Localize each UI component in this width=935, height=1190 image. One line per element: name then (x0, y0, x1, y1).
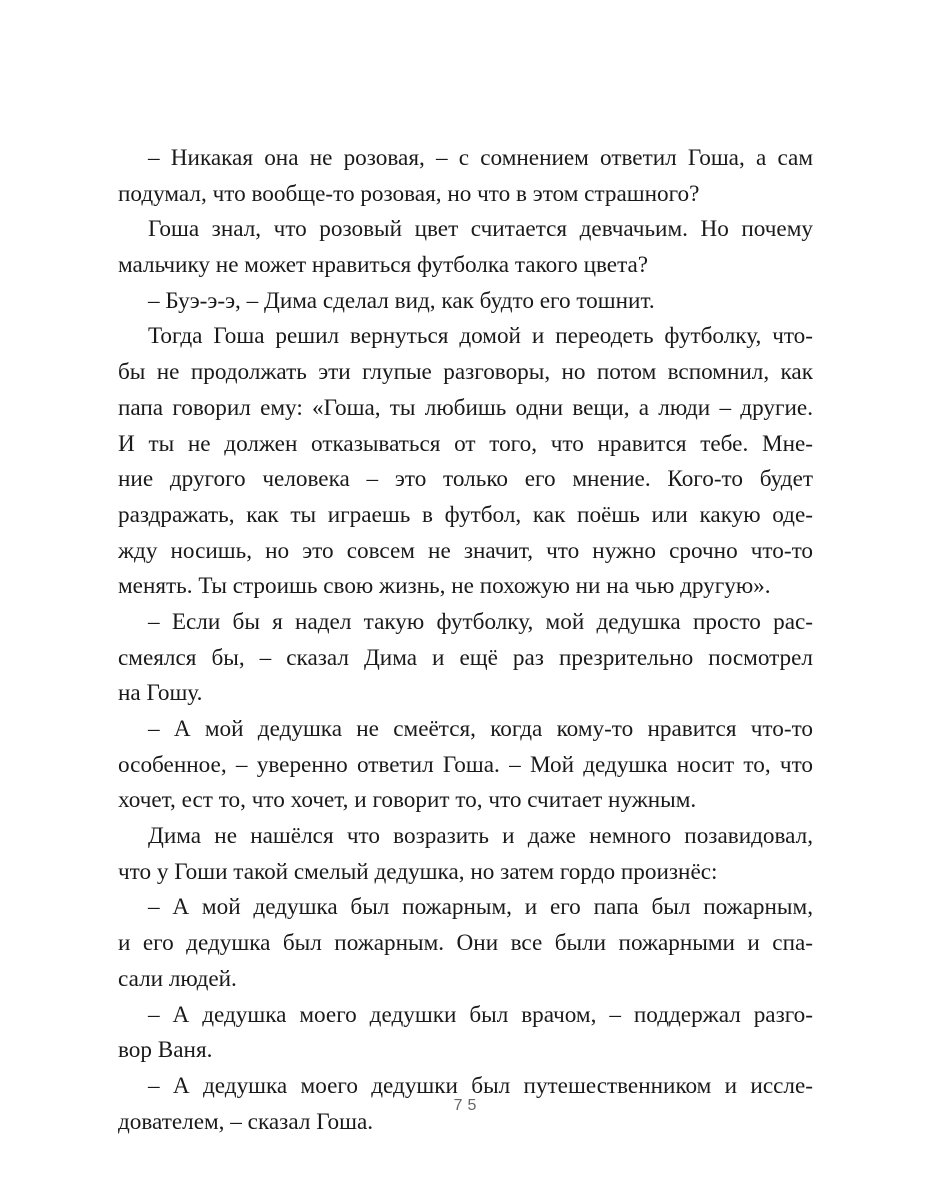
text-line: раздражать, как ты играешь в футбол, как поёшь или какую оде- (118, 501, 813, 528)
text-line: сали людей. (118, 965, 237, 992)
text-line: – Никакая она не розовая, – с сомнением ответил Гоша, а сам (148, 145, 813, 171)
text-line: ние другого человека – это только его мнение. Кого-то будет (118, 466, 813, 493)
text-line: менять. Ты строишь свою жизнь, не похожую ни на чью другую». (118, 573, 771, 600)
text-line: хочет, ест то, что хочет, и говорит то, что считает нужным. (118, 787, 697, 814)
text-line: Тогда Гоша решил вернуться домой и переодеть футболку, что- (148, 323, 813, 350)
text-line: – А мой дедушка был пожарным, и его папа был пожарным, (148, 894, 813, 921)
text-line: подумал, что вообще-то розовая, но что в этом страшного? (118, 180, 700, 207)
text-line: что у Гоши такой смелый дедушка, но затем гордо произнёс: (118, 858, 718, 885)
text-line: на Гошу. (118, 680, 203, 707)
body-text (118, 141, 813, 1140)
text-line: вор Ваня. (118, 1037, 213, 1064)
text-line: И ты не должен отказываться от того, что нравится тебе. Мне- (118, 430, 813, 457)
text-line: Дима не нашёлся что возразить и даже немного позавидовал, (148, 823, 813, 850)
text-line: – Буэ-э-э, – Дима сделал вид, как будто его тошнит. (148, 287, 655, 314)
page-number: 75 (453, 1097, 482, 1114)
text-line: мальчику не может нравиться футболка такого цвета? (118, 252, 649, 279)
text-line: – А мой дедушка не смеётся, когда кому-то нравится что-то (148, 716, 813, 742)
text-line: – Если бы я надел такую футболку, мой дедушка просто рас- (148, 608, 813, 635)
text-line: Гоша знал, что розовый цвет считается девчачьим. Но почему (148, 216, 813, 243)
text-line: – А дедушка моего дедушки был врачом, – поддержал разго- (148, 1001, 813, 1028)
text-line: жду носишь, но это совсем не значит, что нужно срочно что-то (118, 537, 813, 564)
text-line: смеялся бы, – сказал Дима и ещё раз презрительно посмотрел (118, 644, 813, 671)
text-line: особенное, – уверенно ответил Гоша. – Мой дедушка носит то, что (118, 751, 813, 778)
text-line: и его дедушка был пожарным. Они все были пожарными и спа- (118, 930, 813, 957)
text-line: папа говорил ему: «Гоша, ты любишь одни вещи, а люди – другие. (118, 394, 813, 421)
text-line: дователем, – сказал Гоша. (118, 1108, 374, 1135)
text-line: – А дедушка моего дедушки был путешественником и иссле- (148, 1072, 813, 1099)
text-line: бы не продолжать эти глупые разговоры, но потом вспомнил, как (118, 359, 813, 386)
